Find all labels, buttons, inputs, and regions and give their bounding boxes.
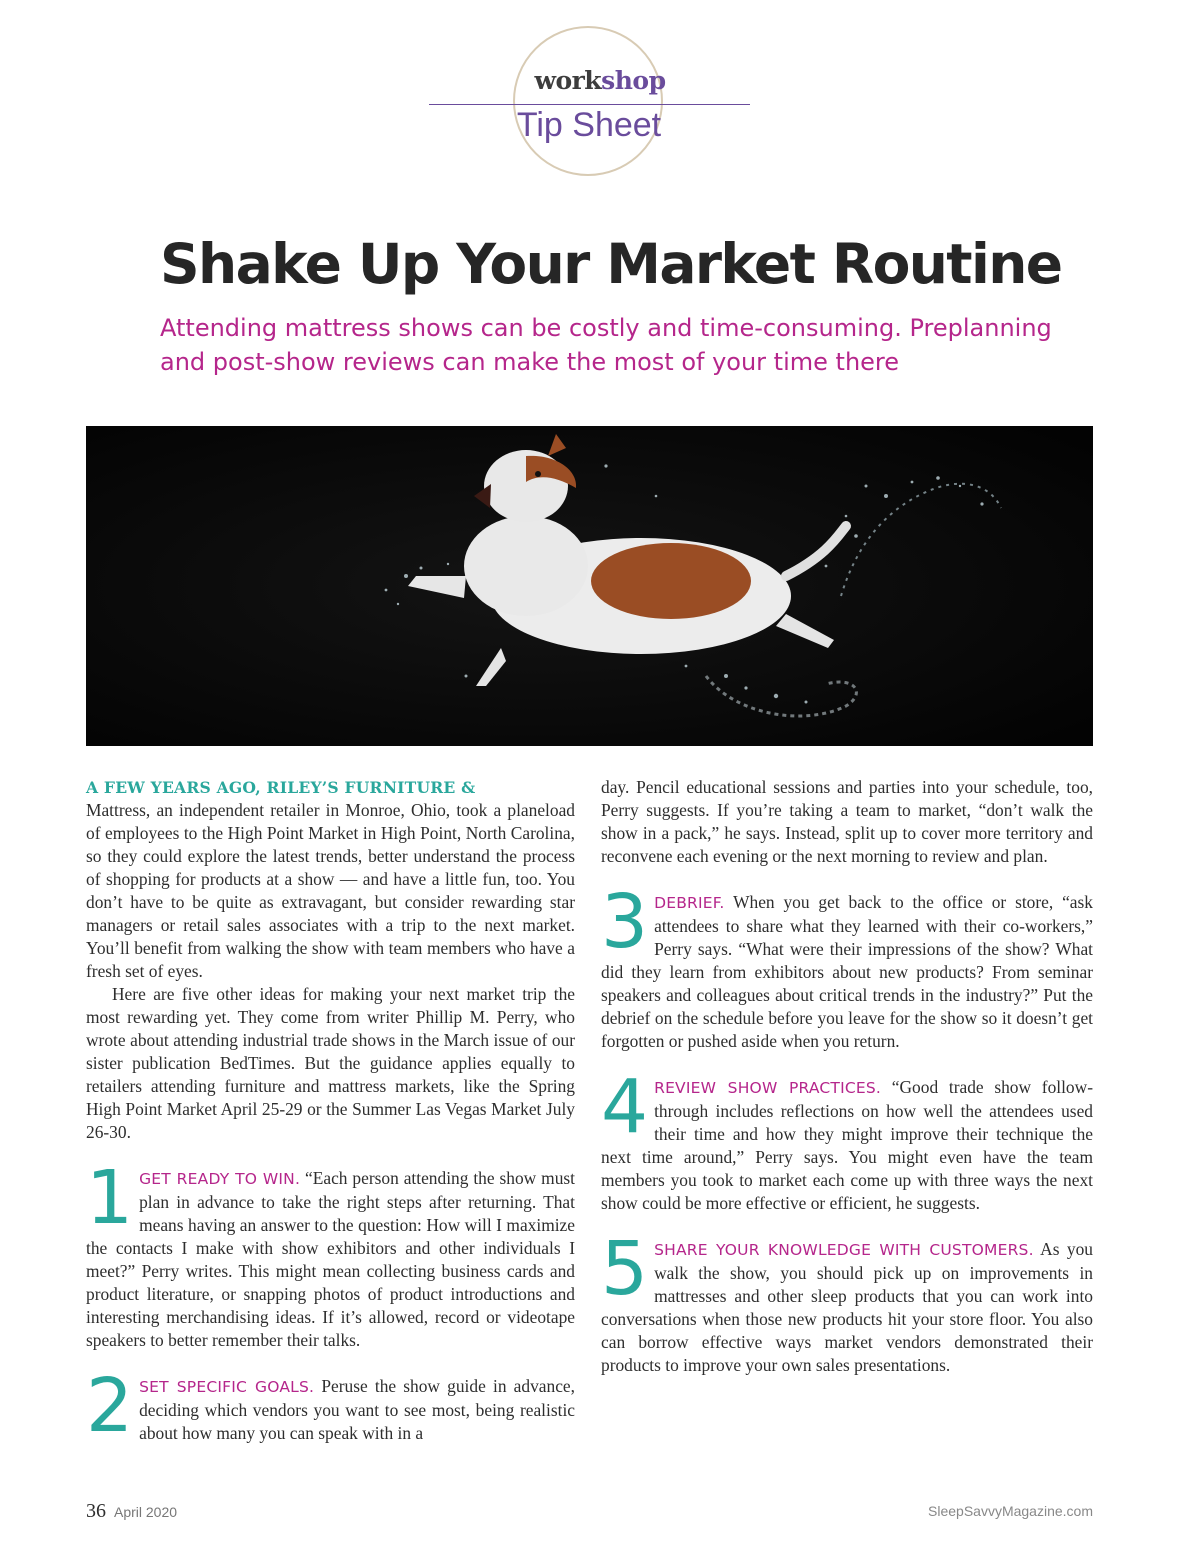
tip-heading: SET SPECIFIC GOALS. xyxy=(139,1378,315,1396)
tip-heading: SHARE YOUR KNOWLEDGE WITH CUSTOMERS. xyxy=(654,1241,1034,1259)
intro-text: Mattress, an independent retailer in Monroe, Ohio, took a planeload of employees to the High Point Market in High Point, North Carolina, so they could explore the latest trends, better understand the process of shopping for products at a show — and have a little fun, too. You don’t have to be quite as extravagant, but consider rewarding star managers or retail sales associates with a trip to the next market. You’ll benefit from walking the show with team members who have a fresh set of eyes. xyxy=(86,800,575,981)
masthead-circle xyxy=(513,26,666,176)
intro-paragraph-2: Here are five other ideas for making your next market trip the most rewarding yet. They come from writer Phillip M. Perry, who wrote about attending industrial trade shows in the March issue of our sister publication BedTimes. But the guidance applies equally to retailers attending furniture and mattress markets, like the Spring High Point Market April 25-29 or the Summer Las Vegas Market July 26-30. xyxy=(86,984,575,1142)
masthead xyxy=(0,0,1200,190)
tip-3 xyxy=(601,879,1093,1053)
dek: Attending mattress shows can be costly and time-consuming. Preplanning and post-show reviews can make the most of your time there xyxy=(160,314,1052,376)
dog-splashing-photo xyxy=(86,426,1093,746)
tip-body: When you get back to the office or store, “ask attendees to share what they learned with their co-workers,” Perry says. “What were their impressions of the show? What did they learn from exhibitors about new products? From seminar speakers and colleagues about critical trends in the industry?” Put the debrief on the schedule before you leave for the show so it doesn’t get forgotten or pushed aside when you return. xyxy=(601,892,1093,1051)
tip-number: 5 xyxy=(601,1226,649,1312)
footer-website: SleepSavvyMagazine.com xyxy=(928,1503,1093,1519)
intro-paragraph xyxy=(86,776,575,983)
headline: Shake Up Your Market Routine xyxy=(160,232,1062,296)
masthead-workshop xyxy=(0,66,1200,95)
column-right xyxy=(601,776,1093,1377)
tip-number: 1 xyxy=(86,1155,134,1241)
tip-body: “Each person attending the show must plan in advance to take the right steps after returning. That means having an answer to the question: How will I maximize the contacts I make with show exhibitors and other individuals I meet?” Perry writes. This might mean collecting business cards and product literature, or snapping photos of product introductions and interesting merchandising ideas. If it’s allowed, record or videotape speakers to better remember their talks. xyxy=(86,1168,575,1350)
tip-heading: GET READY TO WIN. xyxy=(139,1170,301,1188)
tip-body: As you walk the show, you should pick up on improvements in mattresses and other sleep products that you can work into conversations when those new products hit your store floor. You also can borrow effective ways market vendors demonstrated their products to improve your own sales presentations. xyxy=(601,1239,1093,1375)
tip-2 xyxy=(86,1363,575,1449)
footer-folio xyxy=(86,1500,177,1523)
tip-2-continued: day. Pencil educational sessions and parties into your schedule, too, Perry suggests. If you’re taking a team to market, “don’t walk the show in a pack,” he says. Instead, split up to cover more territory and reconvene each evening or the next morning to review and plan. xyxy=(601,777,1093,866)
tip-number: 4 xyxy=(601,1064,649,1150)
tip-heading: DEBRIEF. xyxy=(654,894,725,912)
tip-number: 3 xyxy=(601,879,649,965)
tip-4 xyxy=(601,1064,1093,1215)
tip-1 xyxy=(86,1155,575,1352)
issue-date: April 2020 xyxy=(114,1504,178,1520)
masthead-work: work xyxy=(534,66,602,95)
masthead-section: Tip Sheet xyxy=(516,106,662,144)
column-left xyxy=(86,776,575,1449)
masthead-shop: shop xyxy=(601,66,666,95)
tip-body: Peruse the show guide in advance, deciding which vendors you want to see most, being realistic about how many you can speak with in a xyxy=(139,1376,575,1443)
tip-heading: REVIEW SHOW PRACTICES. xyxy=(654,1079,882,1097)
tip-number: 2 xyxy=(86,1363,134,1449)
masthead-rule xyxy=(429,104,750,105)
tip-5 xyxy=(601,1226,1093,1377)
tip-body: “Good trade show follow-through includes reflections on how well the attendees used their time and how they might improve their technique the next time around,” Perry says. You might even have the team members you took to market each come up with three ways the next show could be more effective or efficient, he suggests. xyxy=(601,1077,1093,1213)
page-number: 36 xyxy=(86,1500,106,1522)
lead-in: A FEW YEARS AGO, RILEY’S FURNITURE & xyxy=(86,778,476,797)
